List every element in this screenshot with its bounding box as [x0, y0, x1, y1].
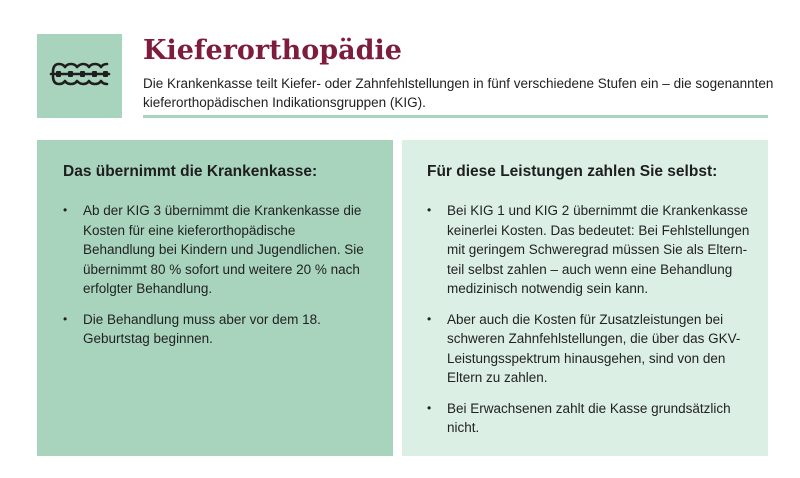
coverage-heading: Das übernimmt die Krankenkasse: [63, 163, 318, 180]
list-item: • Bei KIG 1 und KIG 2 übernimmt die Krankenkasse keinerlei Kosten. Das bedeutet: Bei Fehlstellungen mit geringem Schweregrad müssen Sie als Elternteil selbst zahlen – auch wenn eine Behandlung medizinisch notwendig sein kann. [427, 201, 750, 299]
list-item: • Aber auch die Kosten für Zusatzleistungen bei schweren Zahnfehlstellungen, die über das GKV-Leistungsspektrum hinausgehen, sind von den Eltern zu zahlen. [427, 310, 750, 388]
list-item: • Bei Erwachsenen zahlt die Kasse grundsätzlich nicht. [427, 399, 750, 438]
icon-box [37, 34, 122, 118]
page-title: Kieferorthopädie [143, 35, 402, 66]
page-subtitle: Die Krankenkasse teilt Kiefer- oder Zahnfehlstellungen in fünf verschiedene Stufen ein – die sogenannten kieferorthopädischen Indikationsgruppen (KIG). [143, 76, 774, 110]
self-pay-list [427, 201, 750, 438]
list-item: • Ab der KIG 3 übernimmt die Krankenkasse die Kosten für eine kieferorthopädische Behandlung bei Kindern und Jugendlichen. Sie übernimmt 80 % sofort und weitere 20 % nach erfolgter Behandlung. [63, 201, 371, 299]
braces-teeth-icon [49, 59, 111, 94]
list-item: • Die Behandlung muss aber vor dem 18. Geburtstag beginnen. [63, 310, 371, 349]
self-pay-heading: Für diese Leistungen zahlen Sie selbst: [427, 163, 718, 180]
header-divider [143, 115, 768, 118]
self-pay-panel [402, 140, 768, 456]
coverage-panel [37, 140, 393, 456]
coverage-list [63, 201, 371, 349]
